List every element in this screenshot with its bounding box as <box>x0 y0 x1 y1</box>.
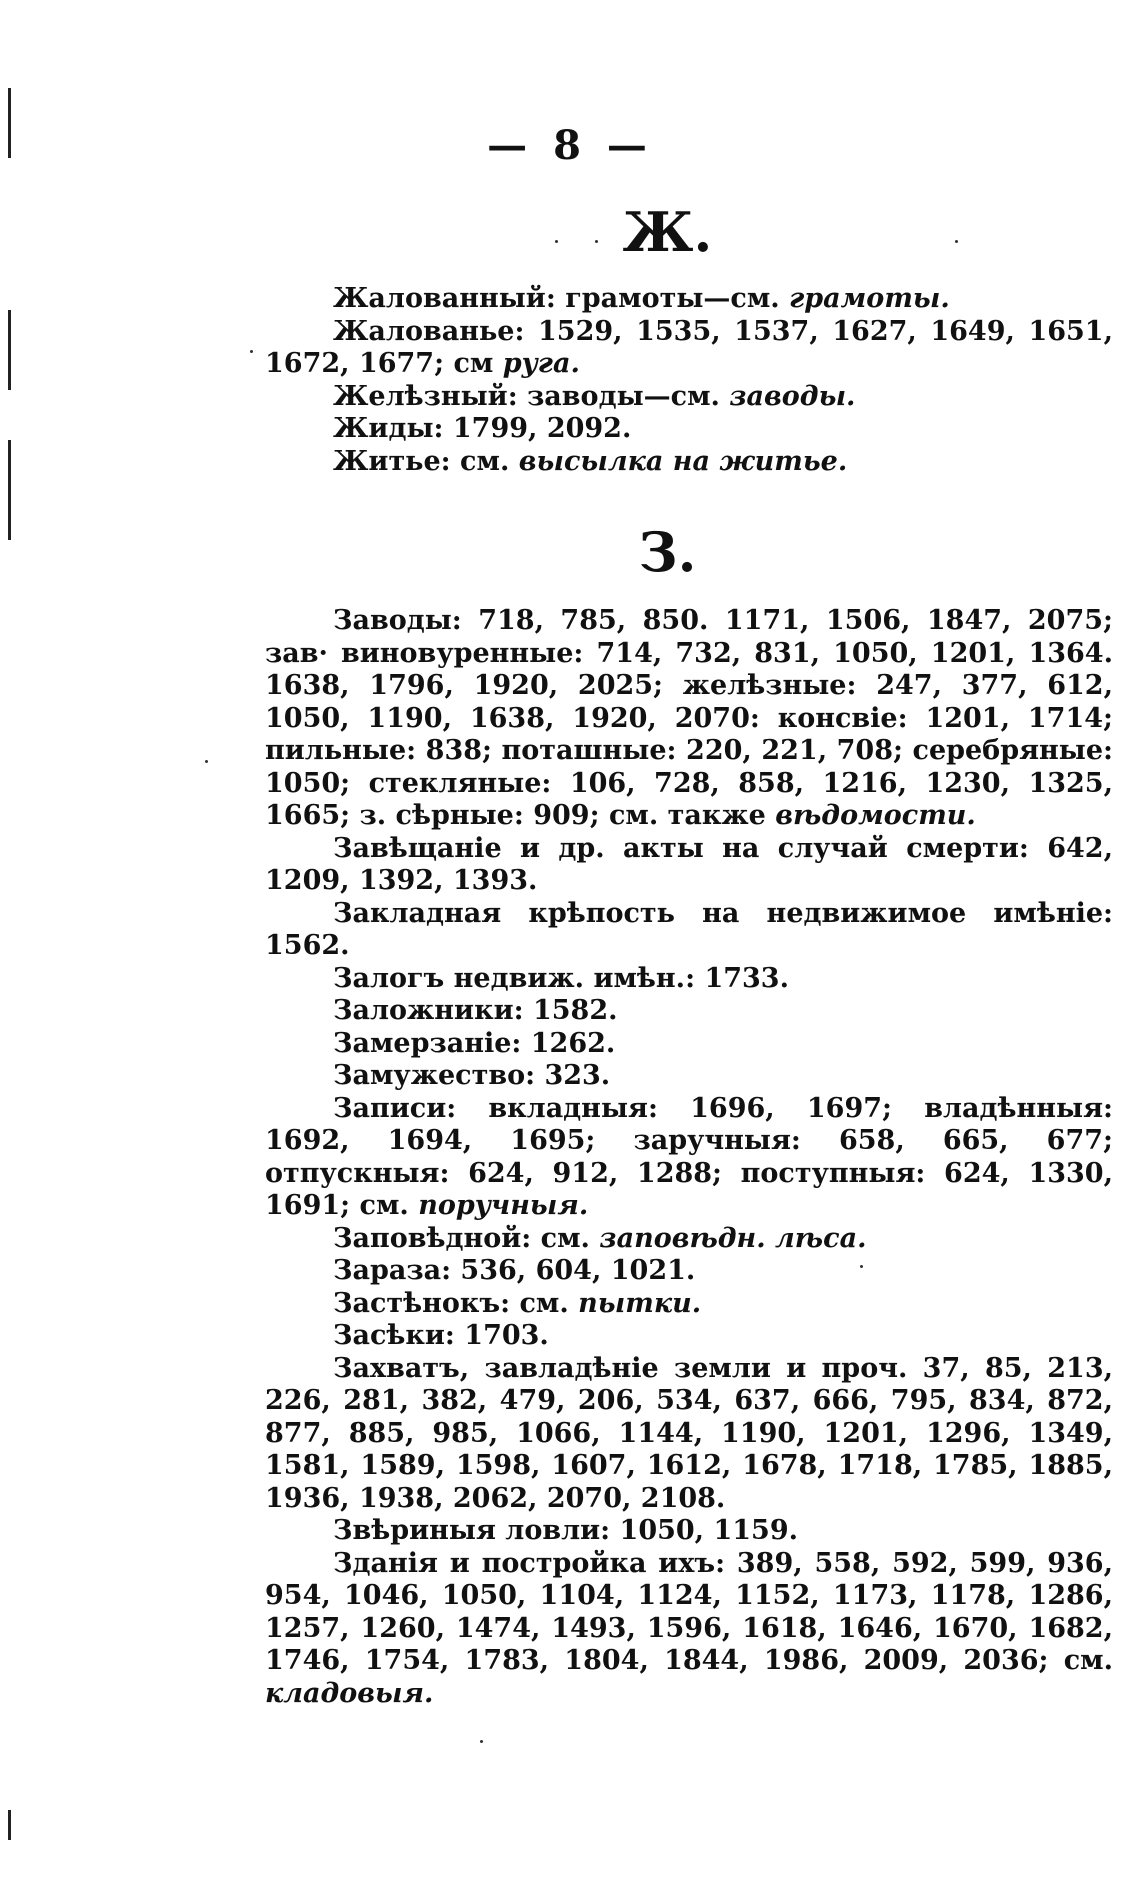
entry-text: Жиды: 1799, 2092. <box>333 413 632 444</box>
entry-text: Звѣриныя ловли: 1050, 1159. <box>333 1515 799 1546</box>
entry-cross-reference: поручныя. <box>418 1190 589 1221</box>
entry-text: Зараза: 536, 604, 1021. <box>333 1255 696 1286</box>
entry-text: Заповѣдной: см. <box>333 1222 600 1254</box>
entry-text: Желѣзный: заводы—см. <box>333 380 730 412</box>
index-entry <box>265 605 1113 833</box>
index-entry <box>265 1093 1113 1223</box>
index-entry <box>265 1353 1113 1516</box>
index-entry <box>265 833 1113 898</box>
index-entry <box>265 963 1113 996</box>
scan-speck <box>205 760 208 763</box>
entry-text: Захватъ, завладѣніе земли и проч. 37, 85, 213, 226, 281, 382, 479, 206, 534, 637, 666, 795, 834, 872, 877, 885, 985, 1066, 1144, 1190, 1201, 1296, 1349, 1581, 1589, 1598, 1607, 1612, 1678, 1718, 1785, 1885, 1936, 1938, 2062, 2070, 2108. <box>265 1352 1113 1514</box>
section-z-entries <box>265 605 1113 1710</box>
scan-edge-mark <box>8 310 11 390</box>
entry-text: Застѣнокъ: см. <box>333 1287 579 1319</box>
section-letter-zh: Ж. <box>622 200 713 264</box>
index-entry <box>265 316 1113 381</box>
index-entry <box>265 413 1113 446</box>
entry-text: Заводы: 718, 785, 850. 1171, 1506, 1847, 2075; зав· виновуренные: 714, 732, 831, 1050, 1201, 1364. 1638, 1796, 1920, 2025; желѣзные: 247, 377, 612, 1050, 1190, 1638, 1920, 2070: консвіе: 1201, 1714; пильные: 838; поташные: 220, 221, 708; серебряные: 1050; стекляные: 106, 728, 858, 1216, 1230, 1325, 1665; з. сѣрные: 909; см. также <box>265 605 1113 831</box>
entry-text: Залогъ недвиж. имѣн.: 1733. <box>333 962 789 994</box>
entry-text: Житье: см. <box>333 445 519 477</box>
index-entry <box>265 995 1113 1028</box>
scan-edge-mark <box>8 440 11 540</box>
index-entry <box>265 381 1113 414</box>
entry-cross-reference: руга. <box>502 348 580 379</box>
index-entry <box>265 1320 1113 1353</box>
index-entry <box>265 1548 1113 1711</box>
entry-cross-reference: вѣдомости. <box>775 800 976 831</box>
entry-cross-reference: высылка на житье. <box>518 445 848 477</box>
scan-speck <box>250 350 253 353</box>
index-entry <box>265 1060 1113 1093</box>
scan-speck <box>480 1740 483 1743</box>
index-entry <box>265 1288 1113 1321</box>
index-entry <box>265 446 1113 479</box>
entry-text: Записи: вкладныя: 1696, 1697; владѣнныя: 1692, 1694, 1695; заручныя: 658, 665, 677; отпускныя: 624, 912, 1288; поступныя: 624, 1330, 1691; см. <box>265 1092 1113 1221</box>
page-number: — 8 — <box>487 122 653 169</box>
index-entry <box>265 1255 1113 1288</box>
entry-cross-reference: пытки. <box>578 1287 702 1319</box>
entry-cross-reference: заводы. <box>729 380 856 412</box>
entry-cross-reference: заповѣдн. лѣса. <box>599 1222 867 1254</box>
entry-cross-reference: кладовыя. <box>265 1677 434 1709</box>
entry-text: Жалованье: 1529, 1535, 1537, 1627, 1649, 1651, 1672, 1677; см <box>265 315 1113 379</box>
entry-text: Заложники: 1582. <box>333 995 618 1026</box>
scan-edge-mark <box>8 1810 11 1840</box>
index-entry <box>265 283 1113 316</box>
entry-text: Замужество: 323. <box>333 1060 611 1091</box>
index-entry <box>265 1223 1113 1256</box>
entry-text: Замерзаніе: 1262. <box>333 1027 616 1059</box>
index-entry <box>265 1028 1113 1061</box>
index-entry <box>265 898 1113 963</box>
entry-text: Закладная крѣпость на недвижимое имѣніе: 1562. <box>265 897 1113 961</box>
entry-cross-reference: грамоты. <box>789 283 950 314</box>
section-letter-z: З. <box>638 520 697 584</box>
entry-text: Зданія и постройка ихъ: 389, 558, 592, 599, 936, 954, 1046, 1050, 1104, 1124, 1152, 1173, 1178, 1286, 1257, 1260, 1474, 1493, 1596, 1618, 1646, 1670, 1682, 1746, 1754, 1783, 1804, 1844, 1986, 2009, 2036; см. <box>265 1547 1113 1676</box>
index-entry <box>265 1515 1113 1548</box>
entry-text: Засѣки: 1703. <box>333 1320 549 1351</box>
entry-text: Жалованный: грамоты—см. <box>333 283 790 314</box>
section-zh-entries <box>265 283 1113 478</box>
entry-text: Завѣщаніе и др. акты на случай смерти: 642, 1209, 1392, 1393. <box>265 832 1113 896</box>
